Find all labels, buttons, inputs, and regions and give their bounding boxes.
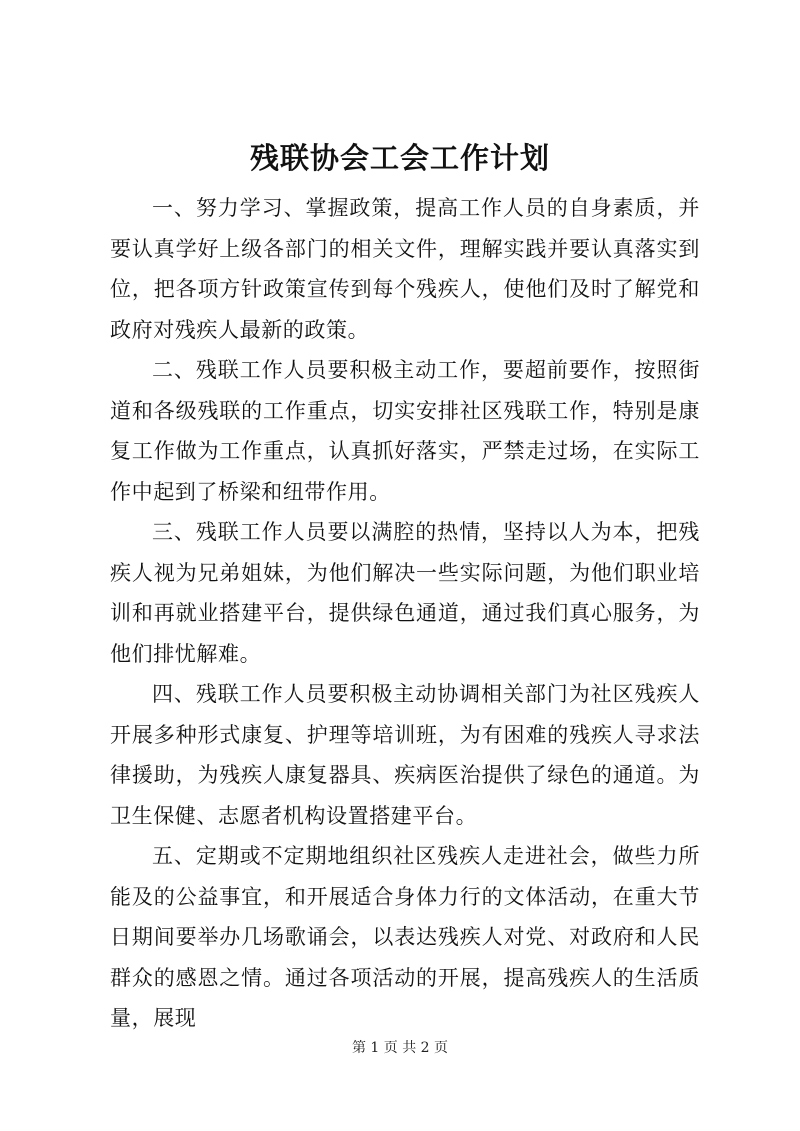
paragraph-4: 四、残联工作人员要积极主动协调相关部门为社区残疾人开展多种形式康复、护理等培训班，为有困难的残疾人寻求法律援助，为残疾人康复器具、疾病医治提供了绿色的通道。为卫生保健、志愿者机构设置搭建平台。 [110, 682, 700, 828]
document-title: 残联协会工会工作计划 [249, 141, 550, 175]
paragraph-2: 二、残联工作人员要积极主动工作，要超前要作，按照街道和各级残联的工作重点，切实安排社区残联工作，特别是康复工作做为工作重点，认真抓好落实，严禁走过场，在实际工作中起到了桥梁和纽带作用。 [110, 358, 700, 504]
paragraph-1: 一、努力学习、掌握政策，提高工作人员的自身素质，并要认真学好上级各部门的相关文件，理解实践并要认真落实到位，把各项方针政策宣传到每个残疾人，使他们及时了解党和政府对残疾人最新的政策。 [110, 196, 700, 342]
paragraph-3: 三、残联工作人员要以满腔的热情，坚持以人为本，把残疾人视为兄弟姐妹，为他们解决一些实际问题，为他们职业培训和再就业搭建平台，提供绿色通道，通过我们真心服务，为他们排忧解难。 [110, 520, 700, 666]
document-body [110, 188, 700, 1039]
paragraph-5: 五、定期或不定期地组织社区残疾人走进社会，做些力所能及的公益事宜，和开展适合身体力行的文体活动，在重大节日期间要举办几场歌诵会，以表达残疾人对党、对政府和人民群众的感恩之情。通过各项活动的开展，提高残疾人的生活质量，展现 [110, 844, 700, 1030]
page-footer: 第 1 页 共 2 页 [351, 1040, 449, 1056]
